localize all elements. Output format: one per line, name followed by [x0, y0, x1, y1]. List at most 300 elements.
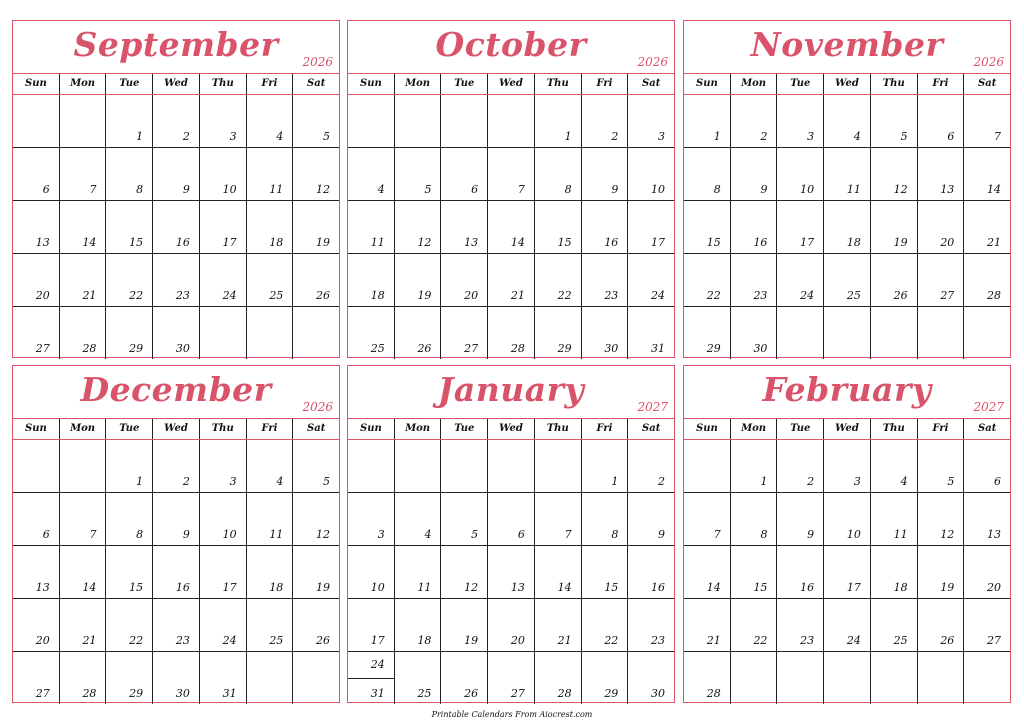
day-cell — [105, 493, 152, 545]
day-cell — [534, 493, 581, 545]
day-cell — [963, 652, 1010, 704]
footer-credit: Printable Calendars From Aiocrest.com — [431, 710, 593, 719]
day-cell — [152, 148, 199, 200]
day-number: 10 — [222, 528, 237, 541]
day-number: 10 — [800, 183, 815, 196]
day-number: 30 — [175, 687, 190, 700]
day-number: 30 — [651, 687, 666, 700]
day-cell — [292, 546, 339, 598]
week-row — [684, 95, 1010, 148]
day-number: 22 — [557, 289, 572, 302]
day-number: 20 — [510, 634, 525, 647]
day-cell — [105, 307, 152, 359]
day-cell — [487, 201, 534, 253]
day-number: 10 — [370, 581, 385, 594]
month-header — [684, 21, 1010, 73]
day-cell — [394, 546, 441, 598]
day-grid — [13, 440, 339, 704]
month-title: November — [750, 25, 944, 64]
month-year: 2027 — [973, 400, 1004, 414]
day-number: 25 — [269, 634, 284, 647]
day-cell — [199, 95, 246, 147]
day-cell — [627, 652, 674, 704]
day-cell — [534, 95, 581, 147]
day-number: 27 — [464, 342, 479, 355]
day-number: 19 — [316, 581, 331, 594]
day-cell — [870, 652, 917, 704]
day-number: 23 — [800, 634, 815, 647]
day-number: 16 — [800, 581, 815, 594]
day-number: 10 — [651, 183, 666, 196]
week-row — [13, 201, 339, 254]
day-cell — [581, 307, 628, 359]
week-row — [13, 546, 339, 599]
day-number: 15 — [129, 581, 144, 594]
day-number: 4 — [853, 130, 861, 143]
month-title: October — [435, 25, 587, 64]
day-number: 26 — [893, 289, 908, 302]
weekday-label: Wed — [152, 74, 199, 94]
day-number: 8 — [611, 528, 619, 541]
day-cell — [394, 148, 441, 200]
day-cell — [394, 307, 441, 359]
weekday-label: Sat — [963, 74, 1010, 94]
day-cell — [59, 493, 106, 545]
day-cell — [348, 440, 394, 492]
day-number: 2 — [182, 130, 190, 143]
day-number: 3 — [658, 130, 666, 143]
day-number: 15 — [604, 581, 619, 594]
day-number: 31 — [222, 687, 237, 700]
month-header — [684, 366, 1010, 418]
day-cell — [292, 493, 339, 545]
day-number: 13 — [940, 183, 955, 196]
day-cell — [348, 599, 394, 651]
day-number: 1 — [713, 130, 721, 143]
month-title: February — [762, 370, 932, 409]
day-cell — [13, 254, 59, 306]
day-cell — [199, 307, 246, 359]
day-cell — [348, 201, 394, 253]
day-cell — [963, 254, 1010, 306]
day-cell — [730, 307, 777, 359]
weekday-header-row — [348, 418, 674, 440]
weekday-label: Sat — [627, 74, 674, 94]
weekday-label: Fri — [917, 419, 964, 439]
day-number: 15 — [706, 236, 721, 249]
day-cell — [823, 440, 870, 492]
day-cell — [394, 440, 441, 492]
day-number: 20 — [464, 289, 479, 302]
day-number: 16 — [175, 581, 190, 594]
day-cell — [440, 546, 487, 598]
day-cell — [152, 440, 199, 492]
day-cell — [684, 254, 730, 306]
week-row — [348, 493, 674, 546]
day-number: 18 — [417, 634, 432, 647]
month-october — [347, 20, 675, 358]
day-number: 28 — [706, 687, 721, 700]
day-cell — [917, 546, 964, 598]
day-number: 1 — [136, 130, 144, 143]
day-cell — [534, 599, 581, 651]
day-cell — [105, 546, 152, 598]
day-number: 26 — [464, 687, 479, 700]
day-cell — [917, 493, 964, 545]
day-cell — [823, 307, 870, 359]
weekday-label: Sat — [292, 74, 339, 94]
day-number: 8 — [136, 183, 144, 196]
day-cell — [246, 148, 293, 200]
week-row — [13, 148, 339, 201]
day-cell — [627, 546, 674, 598]
day-cell — [684, 546, 730, 598]
day-number: 13 — [35, 581, 50, 594]
day-cell — [917, 599, 964, 651]
day-cell — [917, 95, 964, 147]
month-year: 2026 — [302, 400, 333, 414]
week-row — [13, 307, 339, 359]
day-cell — [105, 652, 152, 704]
day-cell — [487, 307, 534, 359]
day-number: 22 — [753, 634, 768, 647]
day-number: 9 — [182, 528, 190, 541]
day-cell — [348, 652, 394, 704]
weekday-label: Fri — [917, 74, 964, 94]
day-number: 14 — [82, 236, 97, 249]
day-grid — [684, 95, 1010, 359]
day-cell — [963, 95, 1010, 147]
day-number: 19 — [893, 236, 908, 249]
week-row — [13, 254, 339, 307]
weekday-label: Tue — [440, 74, 487, 94]
day-number: 11 — [846, 183, 861, 196]
day-cell — [246, 440, 293, 492]
day-cell — [59, 440, 106, 492]
day-cell — [440, 652, 487, 704]
day-number: 5 — [947, 475, 955, 488]
month-title: January — [437, 370, 585, 409]
weekday-label: Mon — [394, 74, 441, 94]
week-row — [684, 493, 1010, 546]
day-cell — [199, 652, 246, 704]
day-cell — [487, 95, 534, 147]
day-cell — [776, 652, 823, 704]
day-cell — [246, 307, 293, 359]
day-number: 10 — [846, 528, 861, 541]
day-number: 4 — [276, 130, 284, 143]
day-cell — [963, 546, 1010, 598]
day-number: 17 — [222, 581, 237, 594]
day-cell — [776, 440, 823, 492]
month-title: September — [73, 25, 279, 64]
day-number: 12 — [464, 581, 479, 594]
day-number: 13 — [987, 528, 1002, 541]
day-cell — [13, 440, 59, 492]
day-cell — [440, 254, 487, 306]
day-cell — [246, 493, 293, 545]
week-row — [13, 440, 339, 493]
weekday-label: Mon — [730, 74, 777, 94]
day-cell — [730, 95, 777, 147]
day-cell — [292, 201, 339, 253]
day-number: 13 — [510, 581, 525, 594]
month-header — [13, 366, 339, 418]
day-cell — [684, 201, 730, 253]
day-cell — [534, 307, 581, 359]
day-number: 1 — [611, 475, 619, 488]
day-cell — [13, 307, 59, 359]
day-cell — [627, 254, 674, 306]
day-number: 25 — [846, 289, 861, 302]
day-number: 17 — [846, 581, 861, 594]
day-cell — [963, 307, 1010, 359]
day-number: 2 — [760, 130, 768, 143]
day-cell — [684, 493, 730, 545]
day-cell — [394, 599, 441, 651]
day-number: 1 — [760, 475, 768, 488]
day-number: 30 — [604, 342, 619, 355]
day-number: 14 — [557, 581, 572, 594]
weekday-header-row — [684, 418, 1010, 440]
weekday-label: Tue — [440, 419, 487, 439]
day-number: 17 — [222, 236, 237, 249]
day-number: 3 — [229, 475, 237, 488]
day-cell — [13, 201, 59, 253]
day-cell — [963, 440, 1010, 492]
day-grid — [348, 440, 674, 704]
weekday-label: Wed — [152, 419, 199, 439]
day-number: 8 — [564, 183, 572, 196]
day-cell — [440, 148, 487, 200]
day-number: 27 — [35, 342, 50, 355]
day-number: 29 — [129, 342, 144, 355]
day-cell — [870, 599, 917, 651]
day-cell — [199, 201, 246, 253]
day-number: 25 — [269, 289, 284, 302]
day-number: 7 — [89, 183, 97, 196]
day-cell — [627, 493, 674, 545]
day-cell — [105, 148, 152, 200]
day-cell — [870, 148, 917, 200]
weekday-label: Sat — [963, 419, 1010, 439]
day-number: 20 — [35, 634, 50, 647]
month-year: 2026 — [302, 55, 333, 69]
weekday-label: Sun — [24, 78, 47, 89]
day-cell — [487, 546, 534, 598]
day-cell — [917, 254, 964, 306]
day-cell — [105, 440, 152, 492]
month-year: 2027 — [637, 400, 668, 414]
day-cell — [59, 599, 106, 651]
month-january — [347, 365, 675, 703]
day-number: 29 — [706, 342, 721, 355]
day-cell — [440, 599, 487, 651]
day-cell — [152, 254, 199, 306]
day-number: 9 — [611, 183, 619, 196]
day-cell — [581, 546, 628, 598]
day-number: 31 — [651, 342, 666, 355]
day-number: 21 — [510, 289, 525, 302]
day-cell — [627, 599, 674, 651]
day-cell — [348, 95, 394, 147]
day-number: 18 — [893, 581, 908, 594]
month-title: December — [80, 370, 272, 409]
day-number: 27 — [510, 687, 525, 700]
day-cell — [917, 652, 964, 704]
weekday-label: Wed — [487, 74, 534, 94]
day-cell — [776, 493, 823, 545]
day-cell — [440, 440, 487, 492]
day-cell — [59, 95, 106, 147]
day-number: 22 — [129, 289, 144, 302]
day-cell — [870, 307, 917, 359]
week-row — [684, 201, 1010, 254]
day-number: 28 — [82, 342, 97, 355]
day-cell — [348, 546, 394, 598]
day-cell — [823, 493, 870, 545]
day-number: 18 — [269, 236, 284, 249]
day-number: 2 — [658, 475, 666, 488]
day-cell — [59, 201, 106, 253]
weekday-label: Sun — [695, 423, 718, 434]
day-cell — [105, 201, 152, 253]
day-number: 9 — [658, 528, 666, 541]
day-number: 27 — [35, 687, 50, 700]
day-number: 17 — [800, 236, 815, 249]
day-number: 25 — [893, 634, 908, 647]
day-cell — [348, 493, 394, 545]
month-november — [683, 20, 1011, 358]
weekday-label: Thu — [870, 74, 917, 94]
day-number: 19 — [464, 634, 479, 647]
day-cell — [59, 307, 106, 359]
day-cell — [581, 599, 628, 651]
day-number: 3 — [853, 475, 861, 488]
day-cell — [152, 201, 199, 253]
day-cell — [59, 254, 106, 306]
day-number: 12 — [316, 528, 331, 541]
day-number: 21 — [82, 634, 97, 647]
day-number: 18 — [846, 236, 861, 249]
day-number: 6 — [994, 475, 1002, 488]
day-cell — [13, 652, 59, 704]
weekday-label: Mon — [59, 74, 106, 94]
day-number: 2 — [182, 475, 190, 488]
weekday-label: Sun — [359, 78, 382, 89]
day-cell — [13, 493, 59, 545]
weekday-label: Sun — [24, 423, 47, 434]
weekday-label: Mon — [394, 419, 441, 439]
day-cell — [776, 599, 823, 651]
day-number: 4 — [276, 475, 284, 488]
day-cell — [292, 148, 339, 200]
day-cell — [870, 493, 917, 545]
day-cell — [963, 599, 1010, 651]
month-december — [12, 365, 340, 703]
day-number: 3 — [807, 130, 815, 143]
day-cell — [59, 652, 106, 704]
day-number: 11 — [370, 236, 385, 249]
day-number: 7 — [517, 183, 525, 196]
day-number: 15 — [557, 236, 572, 249]
day-cell — [963, 148, 1010, 200]
day-cell — [440, 201, 487, 253]
day-number: 1 — [136, 475, 144, 488]
day-cell — [581, 652, 628, 704]
day-number: 15 — [753, 581, 768, 594]
day-cell — [246, 254, 293, 306]
day-cell — [917, 440, 964, 492]
week-row — [13, 599, 339, 652]
day-cell — [823, 546, 870, 598]
day-number: 21 — [82, 289, 97, 302]
day-number: 26 — [417, 342, 432, 355]
weekday-header-row — [13, 418, 339, 440]
day-cell — [199, 546, 246, 598]
day-number: 16 — [651, 581, 666, 594]
weekday-label: Sat — [292, 419, 339, 439]
day-number: 5 — [471, 528, 479, 541]
week-row — [684, 546, 1010, 599]
day-cell — [917, 148, 964, 200]
week-row — [684, 440, 1010, 493]
day-number: 12 — [940, 528, 955, 541]
day-cell — [776, 95, 823, 147]
day-number: 14 — [82, 581, 97, 594]
day-number: 8 — [136, 528, 144, 541]
day-cell — [730, 440, 777, 492]
day-cell — [199, 599, 246, 651]
week-row — [684, 254, 1010, 307]
weekday-label: Sun — [695, 78, 718, 89]
day-cell — [534, 652, 581, 704]
weekday-label: Fri — [246, 74, 293, 94]
weekday-label: Wed — [823, 419, 870, 439]
day-cell — [963, 493, 1010, 545]
day-number: 14 — [987, 183, 1002, 196]
day-number: 3 — [229, 130, 237, 143]
day-number: 20 — [940, 236, 955, 249]
day-cell — [394, 254, 441, 306]
day-cell — [487, 599, 534, 651]
day-number: 1 — [564, 130, 572, 143]
day-number: 11 — [269, 183, 284, 196]
day-cell — [292, 440, 339, 492]
day-number: 20 — [987, 581, 1002, 594]
week-row — [348, 307, 674, 359]
day-cell — [394, 95, 441, 147]
day-cell — [917, 201, 964, 253]
week-row — [13, 493, 339, 546]
day-number: 10 — [222, 183, 237, 196]
day-number: 21 — [557, 634, 572, 647]
day-number: 26 — [316, 289, 331, 302]
weekday-label: Tue — [105, 74, 152, 94]
day-cell — [823, 95, 870, 147]
day-cell — [870, 95, 917, 147]
month-year: 2026 — [973, 55, 1004, 69]
day-number: 24 — [800, 289, 815, 302]
day-number: 21 — [987, 236, 1002, 249]
day-number: 6 — [42, 528, 50, 541]
weekday-label: Tue — [776, 419, 823, 439]
day-cell — [199, 440, 246, 492]
day-number: 19 — [417, 289, 432, 302]
day-number: 24 — [651, 289, 666, 302]
day-number: 29 — [129, 687, 144, 700]
day-number: 16 — [175, 236, 190, 249]
